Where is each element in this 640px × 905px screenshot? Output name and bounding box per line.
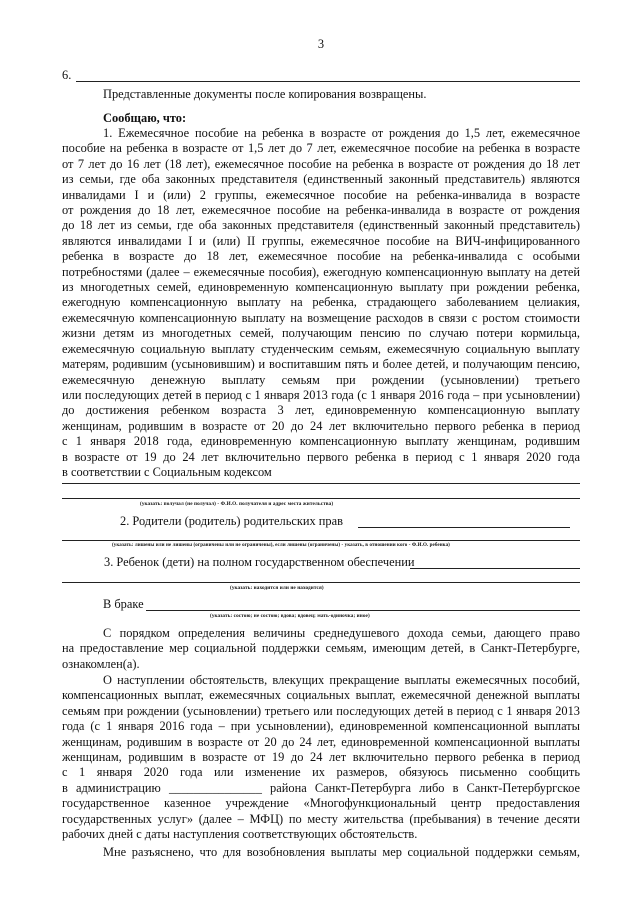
hint-state: (указать: находится или не находится): [230, 585, 324, 591]
para-line: ежемесячную социальную выплату студенческим семьям, ежемесячную социальную выплату: [62, 341, 580, 356]
paragraph-circumstances: [62, 673, 580, 842]
para-line: из семьи, где оба законных представителя (единственный законный представитель) являются: [62, 172, 580, 187]
paragraph-benefits: [62, 126, 580, 480]
hint-received: (указать: получал (не получал) - Ф.И.О. получателя и адрес места жительства): [140, 501, 334, 507]
item-3-line[interactable]: [62, 582, 580, 583]
hint-rights: (указать: лишены или не лишены (ограничены или не ограничены), если лишены (ограничены) - указать, в отношении кого - Ф.И.О. ребенка): [112, 543, 450, 548]
para-line: до достижения ребенком возраста 3 лет, единовременную компенсационную выплату: [62, 403, 580, 418]
received-line-2[interactable]: [62, 498, 580, 499]
para-line: 1. Ежемесячное пособие на ребенка в возрасте от рождения до 1,5 лет, ежемесячное: [103, 126, 580, 140]
para-line: О наступлении обстоятельств, влекущих прекращение выплаты ежемесячных пособий,: [103, 673, 580, 687]
para-line: в возрасте от 19 до 24 лет включительно первого ребенка в период с 1 января 2020 года: [62, 449, 580, 464]
marriage-field[interactable]: [146, 610, 580, 611]
para-line: ежемесячную компенсационную выплату на возмещение расходов в связи с ростом стоимости: [62, 310, 580, 325]
para-line: рабочих дней с даты наступления соответствующих обстоятельств.: [62, 827, 418, 842]
paragraph-restore: [62, 845, 580, 860]
para-line: женщинам, родившим в возрасте от 19 до 24 лет включительно первого ребенка в период: [62, 750, 580, 765]
para-line: Мне разъяснено, что для возобновления выплаты мер социальной поддержки семьям,: [103, 845, 580, 859]
para-line: женщинам, родившим в возрасте от 20 до 24 лет, единовременной компенсационной выплаты: [62, 734, 580, 749]
para-line: из многодетных семей, единовременную компенсационную выплату при рождении ребенка,: [62, 280, 580, 295]
item-3-label: 3. Ребенок (дети) на полном государственном обеспечении: [104, 555, 415, 569]
item-2-label: 2. Родители (родитель) родительских прав: [120, 514, 343, 528]
para-line: пособие на ребенка в возрасте от 1,5 лет до 7 лет, ежемесячное пособие на ребенка в возрасте: [62, 141, 580, 156]
para-line: с 1 января 2020 года или изменение их размеров, обязуюсь письменно сообщить: [62, 765, 580, 780]
page-number: 3: [317, 37, 325, 51]
item-6-line: [76, 81, 580, 82]
section-title: Сообщаю, что:: [103, 111, 187, 125]
item-2-field[interactable]: [358, 527, 570, 528]
item-6-label: 6.: [62, 68, 72, 82]
para-line: потребностями (далее – ежемесячные пособия), ежегодную компенсационную выплату на детей: [62, 264, 580, 279]
para-line: в администрацию _______________ района Санкт-Петербурга либо в Санкт-Петербургское: [62, 780, 580, 795]
para-line: или последующих детей в период с 1 января 2013 года (с 1 января 2016 года – при усыновлении): [62, 387, 580, 402]
para-line: в соответствии с Социальным кодексом: [62, 464, 272, 479]
para-line: ежемесячную денежную выплату семьям при рождении (усыновлении) третьего: [62, 372, 580, 387]
para-line: государственное казенное учреждение «Многофункциональный центр предоставления: [62, 796, 580, 811]
para-line: матерям, родившим (усыновившим) и воспитавшим пять и более детей, и получающим пенсию,: [62, 357, 580, 372]
paragraph-income: [62, 626, 580, 672]
para-line: года (с 1 января 2016 года – при усыновлении), единовременной компенсационной выплаты: [62, 719, 580, 734]
para-line: инвалидами I и (или) 2 группы, ежемесячное пособие на ребенка-инвалида в возрасте: [62, 187, 580, 202]
para-line: от рождения до 18 лет, ежемесячное пособие на ребенка-инвалида в возрасте от рождения: [62, 203, 580, 218]
para-line: компенсационных выплат, ежемесячных социальных выплат, ежемесячной денежной выплаты: [62, 688, 580, 703]
docs-returned-text: Представленные документы после копирования возвращены.: [103, 87, 427, 101]
para-line: государственных услуг» (далее – МФЦ) по месту жительства (пребывания) в течение десяти: [62, 811, 580, 826]
para-line: ежегодную компенсационную выплату на ребенка, страдающего заболеванием целиакия,: [62, 295, 580, 310]
para-line: являются инвалидами I и (или) II группы, ежемесячное пособие на ВИЧ-инфицированного: [62, 233, 580, 248]
item-3-field[interactable]: [410, 568, 580, 569]
para-line: семьям при рождении (усыновлении) третьего или последующих детей в период с 1 января 2013: [62, 703, 580, 718]
para-line: с 1 января 2018 года, единовременную компенсационную выплату женщинам, родившим: [62, 434, 580, 449]
item-2-line[interactable]: [62, 540, 580, 541]
para-line: на предоставление мер социальной поддержки семьям, имеющим детей, в Санкт-Петербурге,: [62, 641, 580, 656]
para-line: от 7 лет до 16 лет (18 лет), ежемесячное пособие на ребенка в возрасте от рождения до 18 лет: [62, 156, 580, 171]
para-line: ознакомлен(а).: [62, 656, 140, 671]
para-line: жизни детям из многодетных семей, получающим пенсию по случаю потери кормильца,: [62, 326, 580, 341]
para-line: ребенка в возрасте до 18 лет, ежемесячное пособие на ребенка-инвалида с особыми: [62, 249, 580, 264]
para-line: С порядком определения величины среднедушевого дохода семьи, дающего право: [103, 626, 580, 640]
para-line: женщинам, родившим в возрасте от 20 до 24 лет включительно первого ребенка в период: [62, 418, 580, 433]
para-line: до 18 лет из семьи, где оба законных представителя (единственный законный представитель): [62, 218, 580, 233]
marriage-label: В браке: [103, 597, 144, 611]
received-line-1[interactable]: [62, 483, 580, 484]
hint-marriage: (указать: состою; не состою; вдова; вдовец; мать-одиночка; иное): [210, 613, 370, 619]
